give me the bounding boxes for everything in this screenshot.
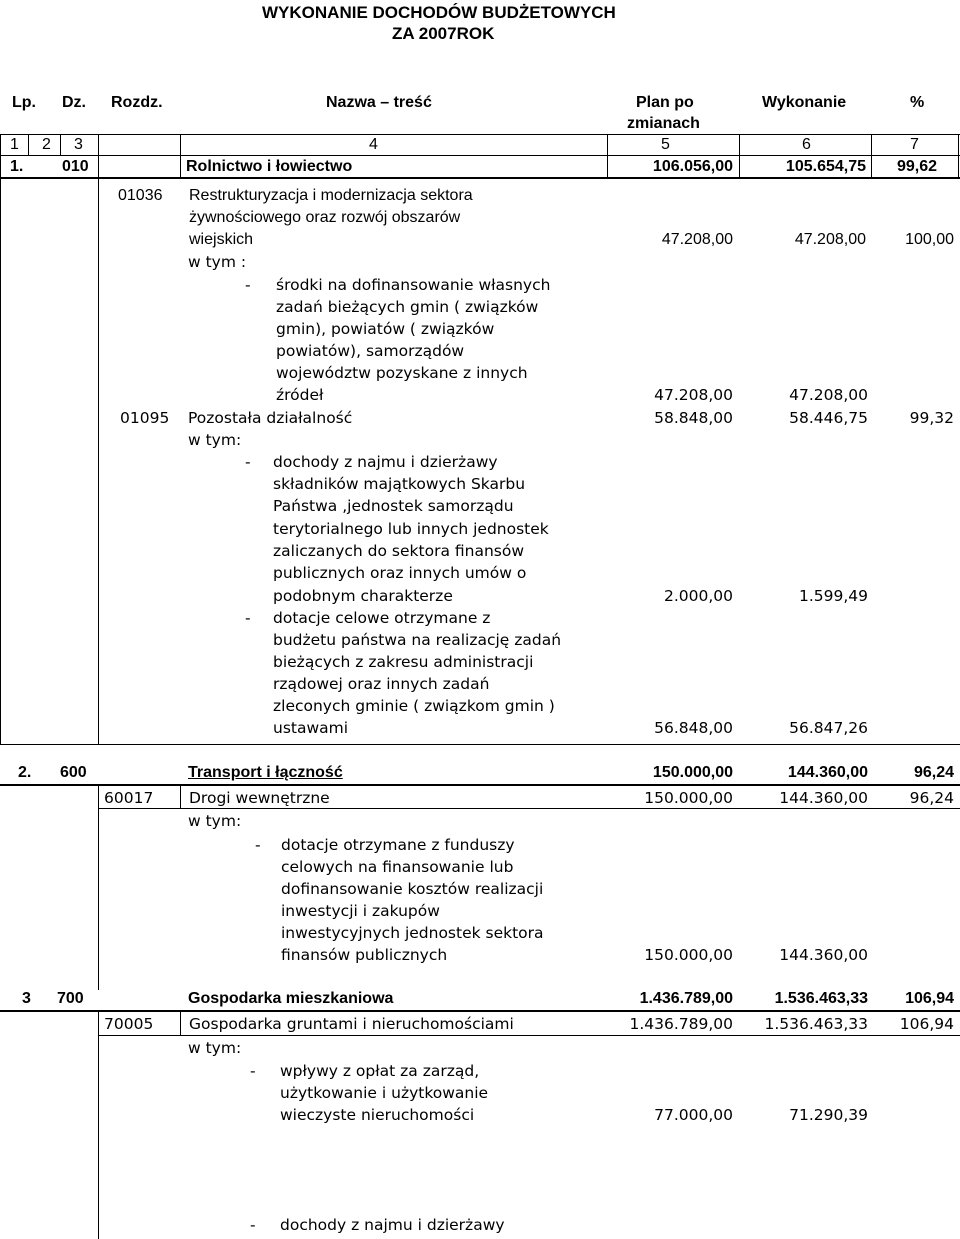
col-header-plan: Plan po <box>636 94 694 111</box>
item-line: celowych na finansowanie lub <box>281 858 514 876</box>
item-line: źródeł <box>276 386 324 404</box>
col-num-6: 6 <box>802 136 811 153</box>
chapter-plan: 58.848,00 <box>654 409 733 427</box>
in-which-label: w tym: <box>188 431 242 449</box>
section-3-underline <box>0 1010 960 1012</box>
item-line: ustawami <box>273 719 349 737</box>
chapter-underline <box>98 1035 960 1036</box>
item-wyk: 47.208,00 <box>789 386 868 404</box>
item-plan: 56.848,00 <box>654 719 733 737</box>
grid-line <box>607 134 608 178</box>
chapter-wyk: 47.208,00 <box>794 231 866 248</box>
chapter-pct: 106,94 <box>899 1015 954 1033</box>
section-3-name: Gospodarka mieszkaniowa <box>188 990 394 1007</box>
number-row-divider <box>0 155 960 156</box>
item-line: składników majątkowych Skarbu <box>273 475 526 493</box>
chapter-name-line: żywnościowego oraz rozwój obszarów <box>189 209 461 226</box>
item-line: środki na dofinansowanie własnych <box>276 276 551 294</box>
col-header-dz: Dz. <box>62 94 86 111</box>
chapter-name: Gospodarka gruntami i nieruchomościami <box>189 1015 514 1033</box>
item-line: dotacje otrzymane z funduszy <box>281 836 515 854</box>
col-header-percent: % <box>910 94 925 111</box>
chapter-wyk: 144.360,00 <box>779 789 868 807</box>
list-dash: - <box>245 453 251 471</box>
section-1-pct: 99,62 <box>896 158 937 175</box>
item-line: dochody z najmu i dzierżawy <box>280 1216 505 1234</box>
list-dash: - <box>245 276 251 294</box>
item-line: województw pozyskane z innych <box>276 364 528 382</box>
chapter-underline <box>98 808 960 809</box>
grid-line <box>28 134 29 156</box>
section-3-dz: 700 <box>57 990 84 1007</box>
chapter-code: 70005 <box>104 1015 154 1033</box>
section-2-plan: 150.000,00 <box>652 764 733 781</box>
item-line: gmin), powiatów ( związków <box>276 320 495 338</box>
item-line: zadań bieżących gmin ( związków <box>276 298 539 316</box>
list-dash: - <box>250 1062 256 1080</box>
section-1-lp: 1. <box>10 158 24 175</box>
section-2-wyk: 144.360,00 <box>787 764 868 781</box>
chapter-pct: 99,32 <box>909 409 954 427</box>
chapter-plan: 150.000,00 <box>644 789 733 807</box>
section-divider <box>0 744 960 745</box>
col-header-lp: Lp. <box>12 94 36 111</box>
item-plan: 2.000,00 <box>663 587 733 605</box>
section-1-wyk: 105.654,75 <box>785 158 866 175</box>
section-2-underline <box>0 784 960 786</box>
chapter-plan: 47.208,00 <box>661 231 733 248</box>
grid-line <box>180 785 181 808</box>
chapter-wyk: 1.536.463,33 <box>764 1015 868 1033</box>
section-2-dz: 600 <box>60 764 87 781</box>
col-header-wykonanie: Wykonanie <box>762 94 847 111</box>
grid-line <box>98 134 99 744</box>
chapter-code: 01036 <box>118 187 163 204</box>
chapter-name: Drogi wewnętrzne <box>189 789 330 807</box>
item-line: wieczyste nieruchomości <box>280 1106 475 1124</box>
item-line: zaliczanych do sektora finansów <box>273 542 525 560</box>
list-dash: - <box>255 836 261 854</box>
col-num-1: 1 <box>10 136 19 153</box>
in-which-label: w tym : <box>188 253 247 271</box>
section-1-name: Rolnictwo i łowiectwo <box>186 158 353 175</box>
section-2-lp: 2. <box>18 764 32 781</box>
item-line: dotacje celowe otrzymane z <box>273 609 491 627</box>
item-line: publicznych oraz innych umów o <box>273 564 527 582</box>
item-line: użytkowanie i użytkowanie <box>280 1084 489 1102</box>
item-wyk: 1.599,49 <box>798 587 868 605</box>
col-num-2: 2 <box>42 136 51 153</box>
section-3-lp: 3 <box>22 990 31 1007</box>
grid-line <box>98 1011 99 1239</box>
item-line: rządowej oraz innych zadań <box>273 675 490 693</box>
col-header-rozdz: Rozdz. <box>111 94 163 111</box>
chapter-name-line: wiejskich <box>189 231 254 248</box>
item-line: dofinansowanie kosztów realizacji <box>281 880 544 898</box>
item-line: bieżących z zakresu administracji <box>273 653 534 671</box>
item-wyk: 71.290,39 <box>789 1106 868 1124</box>
chapter-code: 60017 <box>104 789 154 807</box>
grid-line <box>98 808 99 990</box>
grid-line <box>0 134 1 744</box>
section-1-dz: 010 <box>62 158 89 175</box>
item-line: podobnym charakterze <box>273 587 453 605</box>
item-line: dochody z najmu i dzierżawy <box>273 453 498 471</box>
chapter-code: 01095 <box>120 409 170 427</box>
item-plan: 47.208,00 <box>654 386 733 404</box>
section-2-name: Transport i łączność <box>188 764 343 781</box>
item-plan: 77.000,00 <box>654 1106 733 1124</box>
chapter-name: Pozostała działalność <box>188 409 353 427</box>
item-wyk: 144.360,00 <box>779 946 868 964</box>
grid-line <box>871 134 872 178</box>
chapter-name-line: Restrukturyzacja i modernizacja sektora <box>189 187 473 204</box>
grid-line <box>739 134 740 178</box>
chapter-pct: 96,24 <box>909 789 954 807</box>
page-title: WYKONANIE DOCHODÓW BUDŻETOWYCH <box>262 3 616 22</box>
section-1-plan: 106.056,00 <box>652 158 733 175</box>
item-line: wpływy z opłat za zarząd, <box>280 1062 480 1080</box>
col-header-nazwa: Nazwa – treść <box>326 94 432 111</box>
item-line: finansów publicznych <box>281 946 448 964</box>
section-3-wyk: 1.536.463,33 <box>774 990 868 1007</box>
header-row-divider <box>0 134 960 135</box>
section-3-plan: 1.436.789,00 <box>639 990 733 1007</box>
list-dash: - <box>245 609 251 627</box>
list-dash: - <box>250 1216 256 1234</box>
item-line: zleconych gminie ( związkom gmin ) <box>273 697 555 715</box>
item-line: inwestycyjnych jednostek sektora <box>281 924 544 942</box>
section-2-pct: 96,24 <box>913 764 954 781</box>
chapter-wyk: 58.446,75 <box>789 409 868 427</box>
page-subtitle: ZA 2007ROK <box>392 24 495 43</box>
item-line: terytorialnego lub innych jednostek <box>273 520 549 538</box>
in-which-label: w tym: <box>188 1039 242 1057</box>
col-num-4: 4 <box>369 136 378 153</box>
grid-line <box>98 785 99 808</box>
section-1-divider <box>0 177 960 179</box>
item-line: Państwa ,jednostek samorządu <box>273 497 514 515</box>
item-line: inwestycji i zakupów <box>281 902 440 920</box>
grid-line <box>958 134 959 178</box>
item-line: powiatów), samorządów <box>276 342 465 360</box>
col-header-plan-line2: zmianach <box>627 115 700 132</box>
chapter-plan: 1.436.789,00 <box>629 1015 733 1033</box>
col-num-3: 3 <box>74 136 83 153</box>
grid-line <box>180 1011 181 1035</box>
item-plan: 150.000,00 <box>644 946 733 964</box>
col-num-5: 5 <box>661 136 670 153</box>
item-line: budżetu państwa na realizację zadań <box>273 631 562 649</box>
chapter-pct: 100,00 <box>905 231 954 248</box>
item-wyk: 56.847,26 <box>789 719 868 737</box>
grid-line <box>180 134 181 178</box>
section-3-pct: 106,94 <box>905 990 954 1007</box>
in-which-label: w tym: <box>188 812 242 830</box>
col-num-7: 7 <box>910 136 919 153</box>
grid-line <box>60 134 61 156</box>
